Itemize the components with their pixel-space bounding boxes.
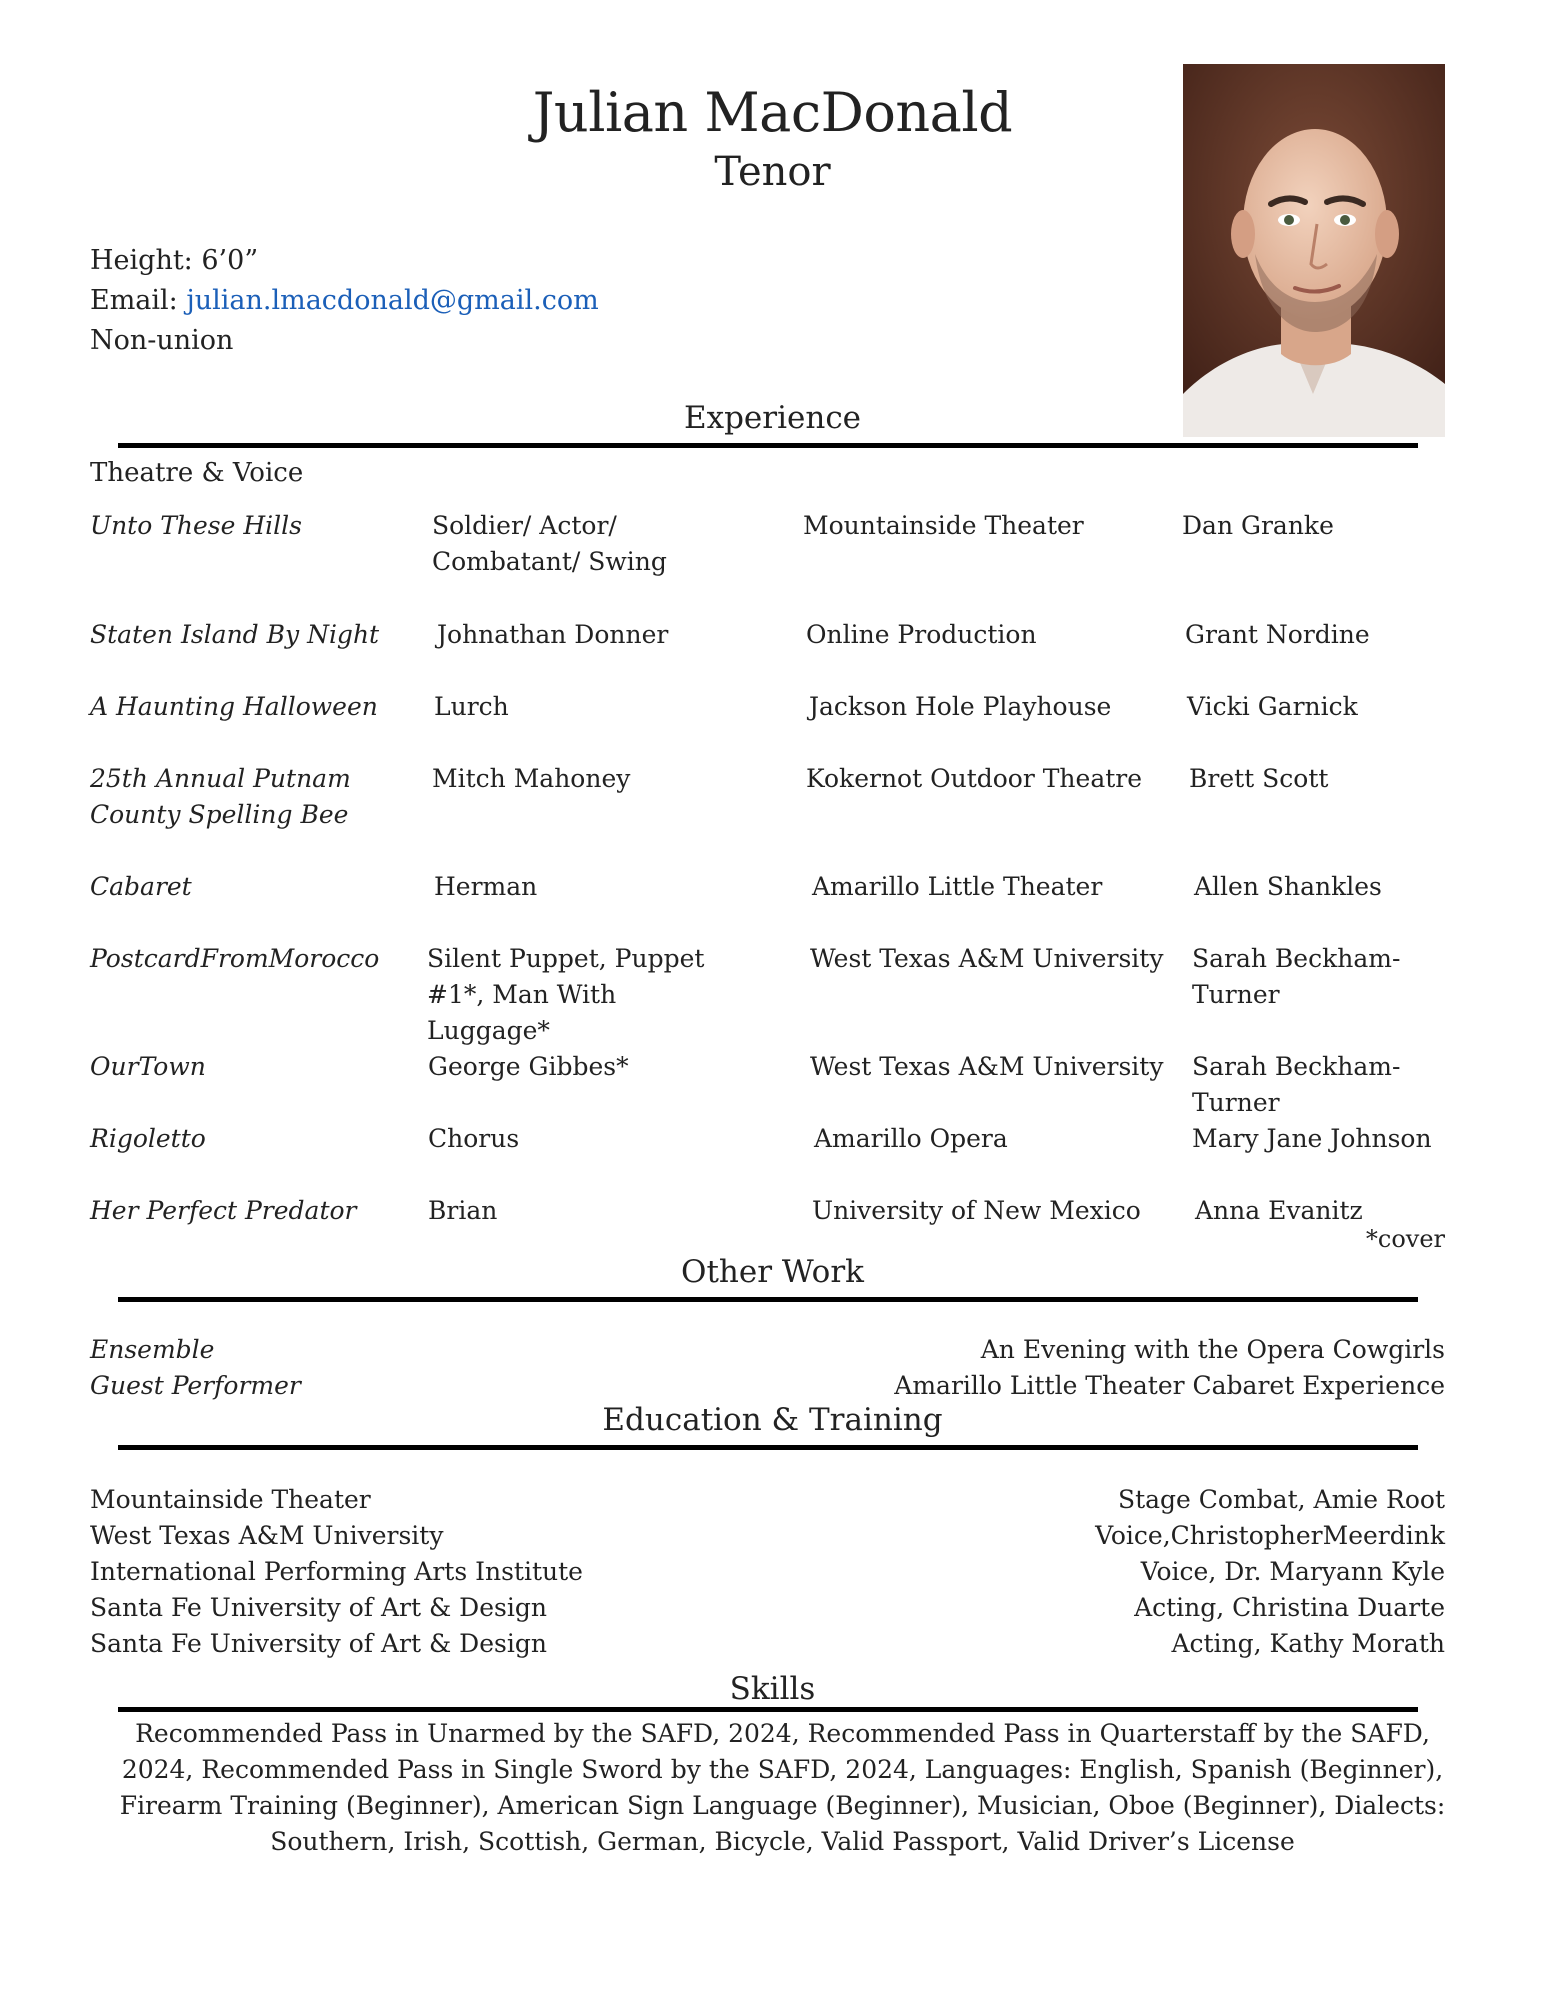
education-training: Voice, Dr. Maryann Kyle: [1140, 1557, 1445, 1586]
show-role: George Gibbes*: [428, 1052, 629, 1081]
other-work-divider: [118, 1297, 1418, 1302]
email-link[interactable]: julian.lmacdonald@gmail.com: [186, 285, 599, 316]
cover-note: *cover: [1365, 1225, 1445, 1253]
education-school: West Texas A&M University: [90, 1521, 444, 1550]
show-title: A Haunting Halloween: [90, 692, 378, 721]
education-divider: [118, 1445, 1418, 1450]
show-venue: Amarillo Little Theater: [812, 872, 1103, 901]
show-venue: Online Production: [806, 620, 1037, 649]
education-school: Santa Fe University of Art & Design: [90, 1593, 547, 1622]
other-work-production: An Evening with the Opera Cowgirls: [980, 1335, 1445, 1364]
other-work-role: Guest Performer: [90, 1371, 301, 1400]
show-role: Chorus: [428, 1124, 520, 1153]
education-training: Stage Combat, Amie Root: [1117, 1485, 1445, 1514]
show-venue: West Texas A&M University: [810, 944, 1164, 973]
show-title: Cabaret: [90, 872, 192, 901]
show-title: Staten Island By Night: [90, 620, 380, 649]
show-title: Rigoletto: [90, 1124, 206, 1153]
other-work-production: Amarillo Little Theater Cabaret Experience: [894, 1371, 1445, 1400]
headshot-photo: [1183, 64, 1445, 437]
skills-divider: [118, 1707, 1418, 1712]
show-director: Vicki Garnick: [1187, 692, 1358, 721]
show-role: Johnathan Donner: [437, 620, 669, 649]
experience-divider: [118, 443, 1418, 448]
email-line: [90, 284, 599, 318]
voice-type: Tenor: [714, 149, 831, 195]
education-training: Acting, Kathy Morath: [1171, 1629, 1445, 1658]
show-role: Soldier/ Actor/ Combatant/ Swing: [432, 511, 667, 576]
experience-heading: Experience: [683, 400, 862, 436]
show-role: Silent Puppet, Puppet #1*, Man With Luggage*: [427, 944, 705, 1045]
performer-name: Julian MacDonald: [532, 81, 1013, 144]
education-training: Acting, Christina Duarte: [1134, 1593, 1445, 1622]
show-director: Anna Evanitz: [1195, 1196, 1363, 1225]
show-director: Sarah Beckham-Turner: [1192, 944, 1401, 1009]
other-work-role: Ensemble: [90, 1335, 215, 1364]
show-role: Lurch: [434, 692, 509, 721]
show-director: Grant Nordine: [1185, 620, 1370, 649]
show-director: Brett Scott: [1189, 764, 1329, 793]
education-school: International Performing Arts Institute: [90, 1557, 583, 1586]
show-venue: Mountainside Theater: [803, 511, 1084, 540]
show-director: Mary Jane Johnson: [1192, 1124, 1432, 1153]
email-label: Email:: [90, 285, 178, 316]
show-title: Her Perfect Predator: [90, 1196, 357, 1225]
union-status: Non-union: [90, 325, 234, 356]
skills-heading: Skills: [729, 1671, 816, 1707]
show-title: 25th Annual Putnam County Spelling Bee: [90, 764, 351, 829]
experience-category: Theatre & Voice: [90, 458, 304, 488]
skills-text: Recommended Pass in Unarmed by the SAFD, 2024, Recommended Pass in Quarterstaff by the SAFD, 2024, Recommended Pass in Single Sword by the SAFD, 2024, Languages: English, Spanish (Beginner), Firearm Training (Beginner), American Sign Language (Beginner), Musician, Oboe (Beginner), Dialects: Southern, Irish, Scottish, German, Bicycle, Valid Passport, Valid Driver’s License: [119, 1719, 1446, 1856]
height-value: 6’0”: [201, 245, 259, 276]
show-role: Brian: [428, 1196, 498, 1225]
show-title: OurTown: [90, 1052, 206, 1081]
other-work-heading: Other Work: [681, 1254, 864, 1290]
show-title: Unto These Hills: [90, 511, 302, 540]
show-director: Dan Granke: [1182, 511, 1334, 540]
show-venue: Jackson Hole Playhouse: [809, 692, 1112, 721]
show-title: PostcardFromMorocco: [90, 944, 380, 973]
height-line: [90, 244, 258, 278]
show-role: Mitch Mahoney: [432, 764, 631, 793]
education-training: Voice,ChristopherMeerdink: [1095, 1521, 1445, 1550]
show-venue: Amarillo Opera: [814, 1124, 1008, 1153]
height-label: Height:: [90, 245, 193, 276]
show-venue: University of New Mexico: [812, 1196, 1141, 1225]
education-school: Santa Fe University of Art & Design: [90, 1629, 547, 1658]
show-venue: West Texas A&M University: [810, 1052, 1164, 1081]
show-director: Sarah Beckham-Turner: [1192, 1052, 1401, 1117]
show-role: Herman: [434, 872, 538, 901]
education-heading: Education & Training: [602, 1402, 943, 1438]
show-director: Allen Shankles: [1194, 872, 1382, 901]
show-venue: Kokernot Outdoor Theatre: [806, 764, 1143, 793]
education-school: Mountainside Theater: [90, 1485, 371, 1514]
